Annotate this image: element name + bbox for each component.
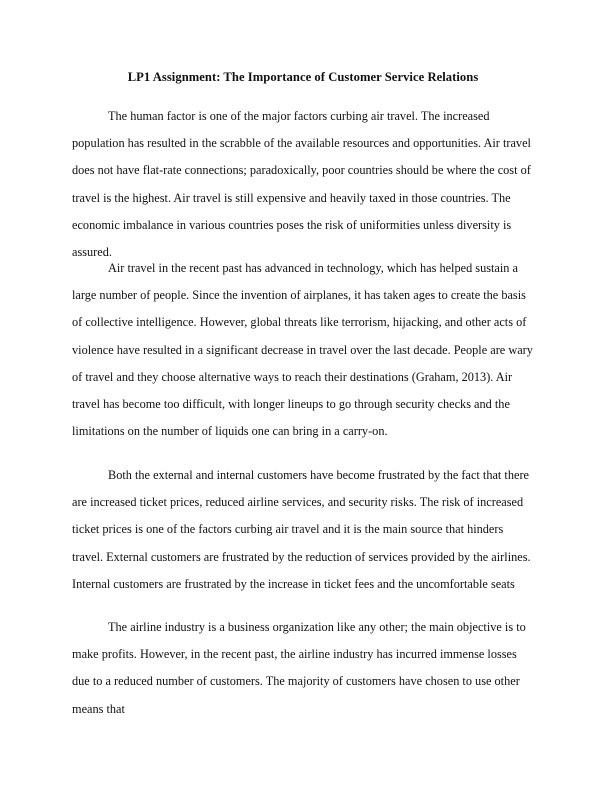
document-title: LP1 Assignment: The Importance of Customer Service Relations (127, 70, 479, 84)
paragraph: Both the external and internal customers have become frustrated by the fact that there are increased ticket prices, reduced airline services, and security risks. The risk of increased ticket prices is one of the factors curbing air travel and it is the main source that hinders travel. External customers are frustrated by the reduction of services provided by the airlines. Internal customers are frustrated by the increase in ticket fees and the uncomfortable seats (72, 468, 531, 591)
paragraph: Air travel in the recent past has advanced in technology, which has helped sustain a large number of people. Since the invention of airplanes, it has taken ages to create the basis of collective intelligence. However, global threats like terrorism, hijacking, and other acts of violence have resulted in a significant decrease in travel over the last decade. People are wary of travel and they choose alternative ways to reach their destinations (Graham, 2013). Air travel has become too difficult, with longer lineups to go through security checks and the limitations on the number of liquids one can bring in a carry-on. (72, 261, 533, 439)
paragraph: The airline industry is a business organization like any other; the main objective is to make profits. However, in the recent past, the airline industry has incurred immense losses due to a reduced number of customers. The majority of customers have chosen to use other means that (72, 620, 526, 716)
paragraph: The human factor is one of the major factors curbing air travel. The increased population has resulted in the scrabble of the available resources and opportunities. Air travel does not have flat-rate connections; paradoxically, poor countries should be where the cost of travel is the highest. Air travel is still expensive and heavily taxed in those countries. The economic imbalance in various countries poses the risk of uniformities unless diversity is assured. (72, 109, 531, 260)
